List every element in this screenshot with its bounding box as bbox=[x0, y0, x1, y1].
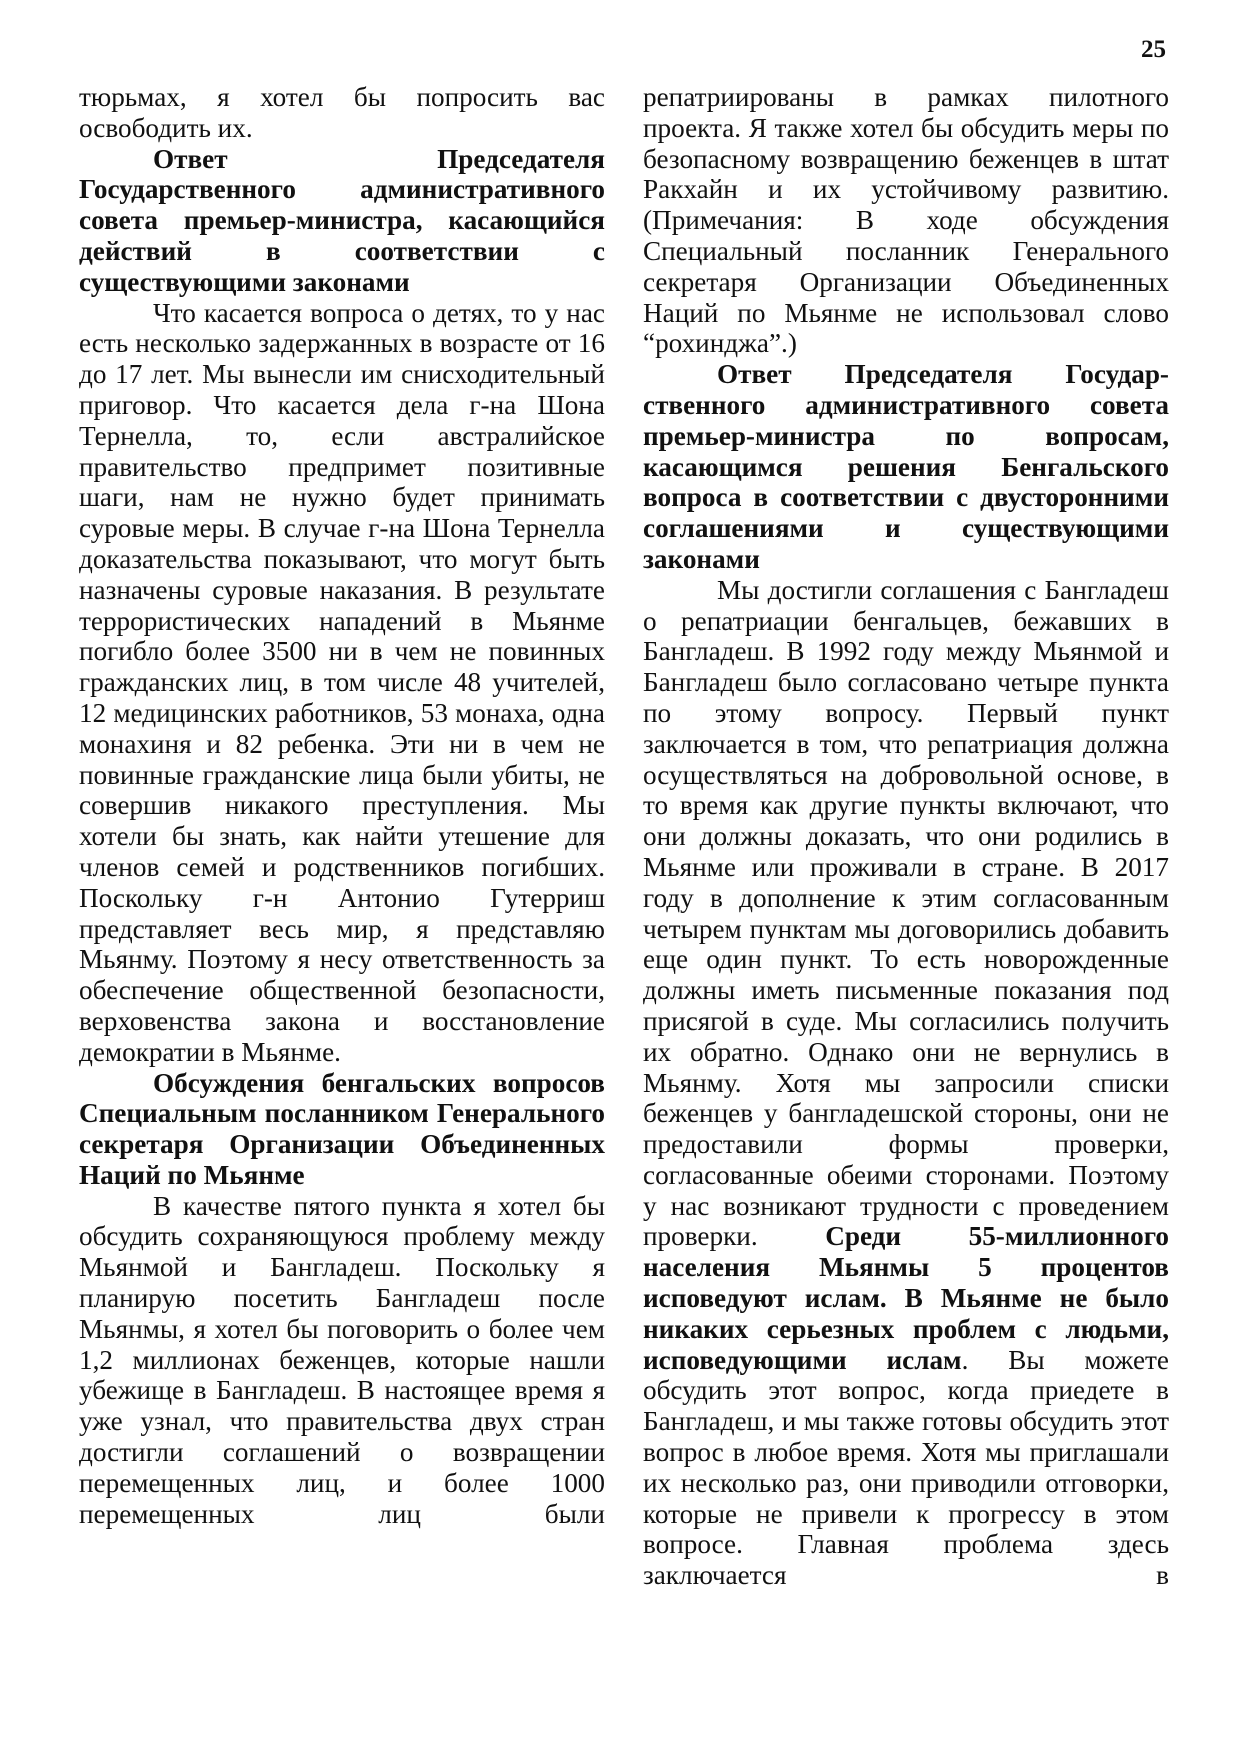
paragraph bbox=[643, 575, 1169, 1591]
right-column bbox=[643, 82, 1169, 1591]
paragraph-bold-text: Среди 55-миллионного населения Мьянмы 5 процентов исповедуют ислам. В Мьянме не было никаких серьезных проблем с людьми, исповедующими ислам bbox=[643, 1221, 1169, 1375]
section-heading: Ответ Председателя Государственного административного совета премьер-министра, касающийся действий в соответствии с существующими законами bbox=[79, 143, 605, 297]
paragraph: Что касается вопроса о детях, то у нас есть несколько задержанных в возрасте от 16 до 17 лет. Мы вынесли им снисходительный приговор. Что касается дела г-на Шона Тернелла, то, если австралийское правительство предпримет позитивные шаги, нам не нужно будет принимать суровые меры. В случае г-на Шона Тернелла доказательства показывают, что могут быть назначены суровые наказания. В результате террористических нападений в Мьянме погибло более 3500 ни в чем не повинных гражданских лиц, в том числе 48 учителей, 12 медицинских работников, 53 монаха, одна монахиня и 82 ребенка. Эти ни в чем не повинные гражданские лица были убиты, не совершив никакого преступления. Мы хотели бы знать, как найти утешение для членов семей и родственников погибших. Поскольку г-н Антонио Гутерриш представляет весь мир, я представляю Мьянму. Поэтому я несу ответственность за обеспечение общественной безопасности, верховенства закона и восстановление демократии в Мьянме. bbox=[79, 297, 605, 1067]
page-number: 25 bbox=[1141, 36, 1166, 63]
paragraph-text: Мы достигли соглашения с Бангладеш о репатриации бенгальцев, бежавших в Бангладеш. В 1992 году между Мьянмой и Бангладеш было согласовано четыре пункта по этому вопросу. Первый пункт заключается в том, что репатриация должна осуществляться на добровольной основе, в то время как другие пункты включают, что они должны доказать, что они родились в Мьянме или проживали в стране. В 2017 году в дополнение к этим согласованным четырем пунктам мы договорились добавить еще один пункт. То есть новорожденные должны иметь письменные показания под присягой в суде. Мы согласились получить их обратно. Однако они не вернулись в Мьянму. Хотя мы запросили списки беженцев у бангладешской стороны, они не предоставили формы проверки, согласованные обеими сторонами. Поэтому у нас возникают трудности с проведением проверки. bbox=[643, 574, 1169, 1252]
section-heading: Ответ Председателя Государ-ственного административного совета премьер-министра по вопросам, касающимся решения Бенгальского вопроса в соответствии с двусторонними соглашениями и существующими законами bbox=[643, 359, 1169, 574]
paragraph: В качестве пятого пункта я хотел бы обсудить сохраняющуюся проблему между Мьянмой и Бангладеш. Поскольку я планирую посетить Бангладеш после Мьянмы, я хотел бы поговорить о более чем 1,2 миллионах беженцев, которые нашли убежище в Бангладеш. В настоящее время я уже узнал, что правительства двух стран достигли соглашений о возвращении перемещенных лиц, и более 1000 перемещенных лиц были bbox=[79, 1190, 605, 1529]
paragraph-text-tail: . Вы можете обсудить этот вопрос, когда приедете в Бангладеш, и мы также готовы обсудить этот вопрос в любое время. Хотя мы приглашали их несколько раз, они приводили отговорки, которые не привели к прогрессу в этом вопросе. Главная проблема здесь заключается в bbox=[643, 1344, 1169, 1591]
section-heading: Обсуждения бенгальских вопросов Специальным посланником Генерального секретаря Организации Объединенных Наций по Мьянме bbox=[79, 1067, 605, 1190]
paragraph-continuation: репатриированы в рамках пилотного проекта. Я также хотел бы обсудить меры по безопасному возвращению беженцев в штат Ракхайн и их устойчивому развитию. (Примечания: В ходе обсуждения Специальный посланник Генерального секретаря Организации Объединенных Наций по Мьянме не использовал слово “рохинджа”.) bbox=[643, 82, 1169, 359]
paragraph-continuation: тюрьмах, я хотел бы попросить вас освободить их. bbox=[79, 82, 605, 143]
left-column bbox=[79, 82, 605, 1529]
